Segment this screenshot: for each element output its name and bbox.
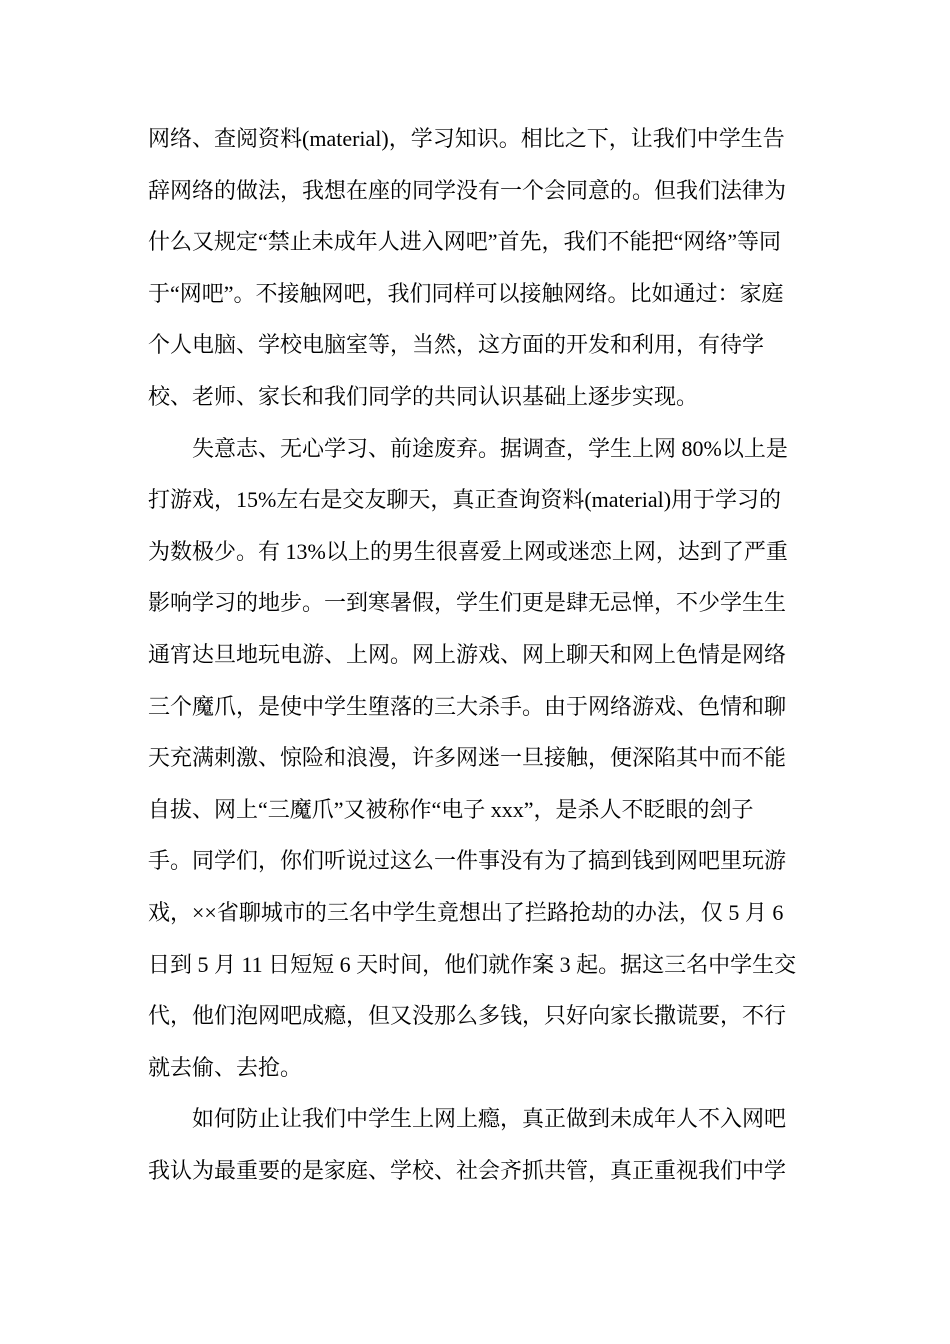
text-line-first: 失意志、无心学习、前途废弃。据调查，学生上网 80%以上是: [192, 435, 788, 461]
text-line: 为数极少。有 13%以上的男生很喜爱上网或迷恋上网，达到了严重: [148, 538, 788, 564]
text-line: 我认为最重要的是家庭、学校、社会齐抓共管，真正重视我们中学: [148, 1157, 787, 1183]
text-line: 网络、查阅资料(material)，学习知识。相比之下，让我们中学生告: [148, 126, 785, 151]
text-line: 代，他们泡网吧成瘾，但又没那么多钱，只好向家长撒谎要，不行: [148, 1003, 787, 1029]
text-line: 辞网络的做法，我想在座的同学没有一个会同意的。但我们法律为: [148, 177, 787, 203]
text-line: 校、老师、家长和我们同学的共同认识基础上逐步实现。: [148, 383, 699, 409]
text-line: 三个魔爪，是使中学生堕落的三大杀手。由于网络游戏、色情和聊: [148, 693, 787, 719]
text-line: 戏，××省聊城市的三名中学生竟想出了拦路抢劫的办法，仅 5 月 6: [148, 899, 784, 925]
text-line: 个人电脑、学校电脑室等，当然，这方面的开发和利用，有待学: [148, 332, 765, 358]
text-line-first: 如何防止让我们中学生上网上瘾，真正做到未成年人不入网吧: [192, 1106, 787, 1132]
text-line: 影响学习的地步。一到寒暑假，学生们更是肆无忌惮，不少学生生: [148, 590, 787, 616]
paragraph-1: [148, 113, 808, 423]
text-line: 就去偷、去抢。: [148, 1054, 303, 1080]
text-line: 打游戏，15%左右是交友聊天，真正查询资料(material)用于学习的: [148, 487, 782, 513]
paragraph-2: [148, 423, 808, 1094]
text-line: 于“网吧”。不接触网吧，我们同样可以接触网络。比如通过：家庭: [148, 280, 784, 306]
text-line: 天充满刺激、惊险和浪漫，许多网迷一旦接触，便深陷其中而不能: [148, 745, 787, 771]
document-body: [148, 113, 808, 1196]
text-line: 通宵达旦地玩电游、上网。网上游戏、网上聊天和网上色情是网络: [148, 641, 787, 667]
text-line: 手。同学们，你们听说过这么一件事没有为了搞到钱到网吧里玩游: [148, 848, 787, 874]
text-line: 自拔、网上“三魔爪”又被称作“电子 xxx”，是杀人不眨眼的刽子: [148, 796, 754, 822]
paragraph-3: [148, 1093, 808, 1196]
text-line: 日到 5 月 11 日短短 6 天时间，他们就作案 3 起。据这三名中学生交: [148, 951, 797, 977]
text-line: 什么又规定“禁止未成年人进入网吧”首先，我们不能把“网络”等同: [148, 229, 782, 255]
